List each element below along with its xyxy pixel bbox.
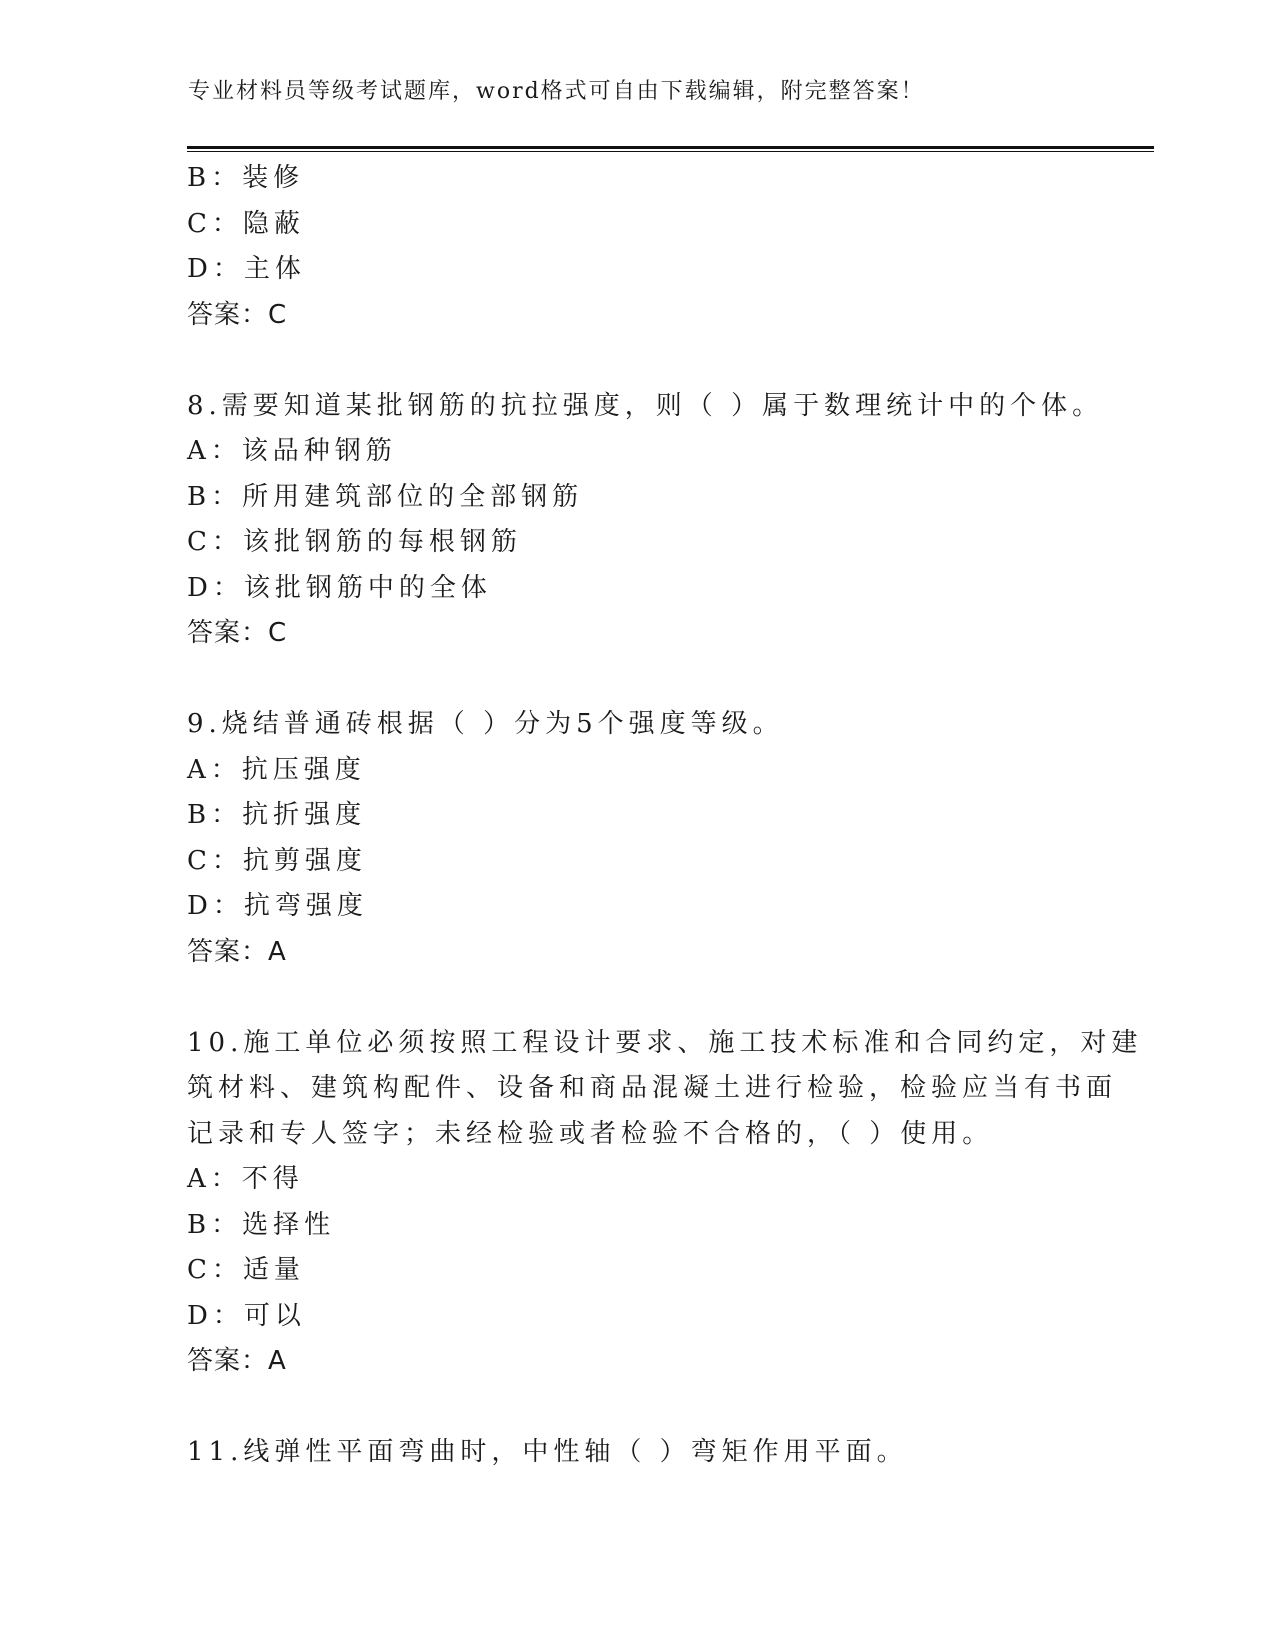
option: C：抗剪强度 [187, 845, 367, 876]
spacer [187, 338, 1087, 384]
option: B：抗折强度 [187, 800, 367, 830]
question-8 [187, 384, 1104, 657]
question-stem: 9.烧结普通砖根据（ ）分为5个强度等级。 [187, 709, 784, 739]
question-stem: 10.施工单位必须按照工程设计要求、施工技术标准和合同约定，对建 [187, 1027, 1143, 1058]
option: D：主体 [187, 254, 306, 284]
answer: 答案：A [187, 1346, 287, 1376]
spacer [187, 975, 1087, 1021]
question-stem: 8.需要知道某批钢筋的抗拉强度，则（ ）属于数理统计中的个体。 [187, 390, 1104, 421]
page-header: 专业材料员等级考试题库，word格式可自由下载编辑，附完整答案！ [188, 79, 925, 104]
option: C：适量 [187, 1255, 305, 1285]
option: D：该批钢筋中的全体 [187, 572, 492, 603]
spacer [187, 657, 1087, 703]
option: D：可以 [187, 1300, 306, 1331]
question-11 [187, 1430, 1087, 1476]
answer: 答案：C [187, 618, 288, 648]
header-rule-thick [187, 146, 1154, 149]
option: B：装修 [187, 163, 305, 193]
option: B：选择性 [187, 1209, 336, 1240]
question-stem: 记录和专人签字；未经检验或者检验不合格的，（ ）使用。 [187, 1118, 994, 1149]
question-stem: 11.线弹性平面弯曲时，中性轴（ ）弯矩作用平面。 [187, 1437, 908, 1467]
question-9 [187, 702, 1087, 975]
header-rule-thin [187, 151, 1154, 152]
question-10 [187, 1021, 1143, 1385]
answer: 答案：A [187, 936, 287, 967]
option: B：所用建筑部位的全部钢筋 [187, 481, 584, 512]
option: A：不得 [187, 1164, 304, 1194]
option: A：该品种钢筋 [187, 436, 397, 466]
option: D：抗弯强度 [187, 891, 368, 921]
continued-question [187, 156, 1087, 338]
question-content [187, 156, 1143, 1476]
option: C：隐蔽 [187, 208, 305, 239]
option: C：该批钢筋的每根钢筋 [187, 527, 522, 557]
question-stem: 筑材料、建筑构配件、设备和商品混凝土进行检验，检验应当有书面 [187, 1073, 1118, 1103]
spacer [187, 1385, 1087, 1431]
option: A：抗压强度 [187, 754, 366, 785]
answer: 答案：C [187, 299, 288, 330]
